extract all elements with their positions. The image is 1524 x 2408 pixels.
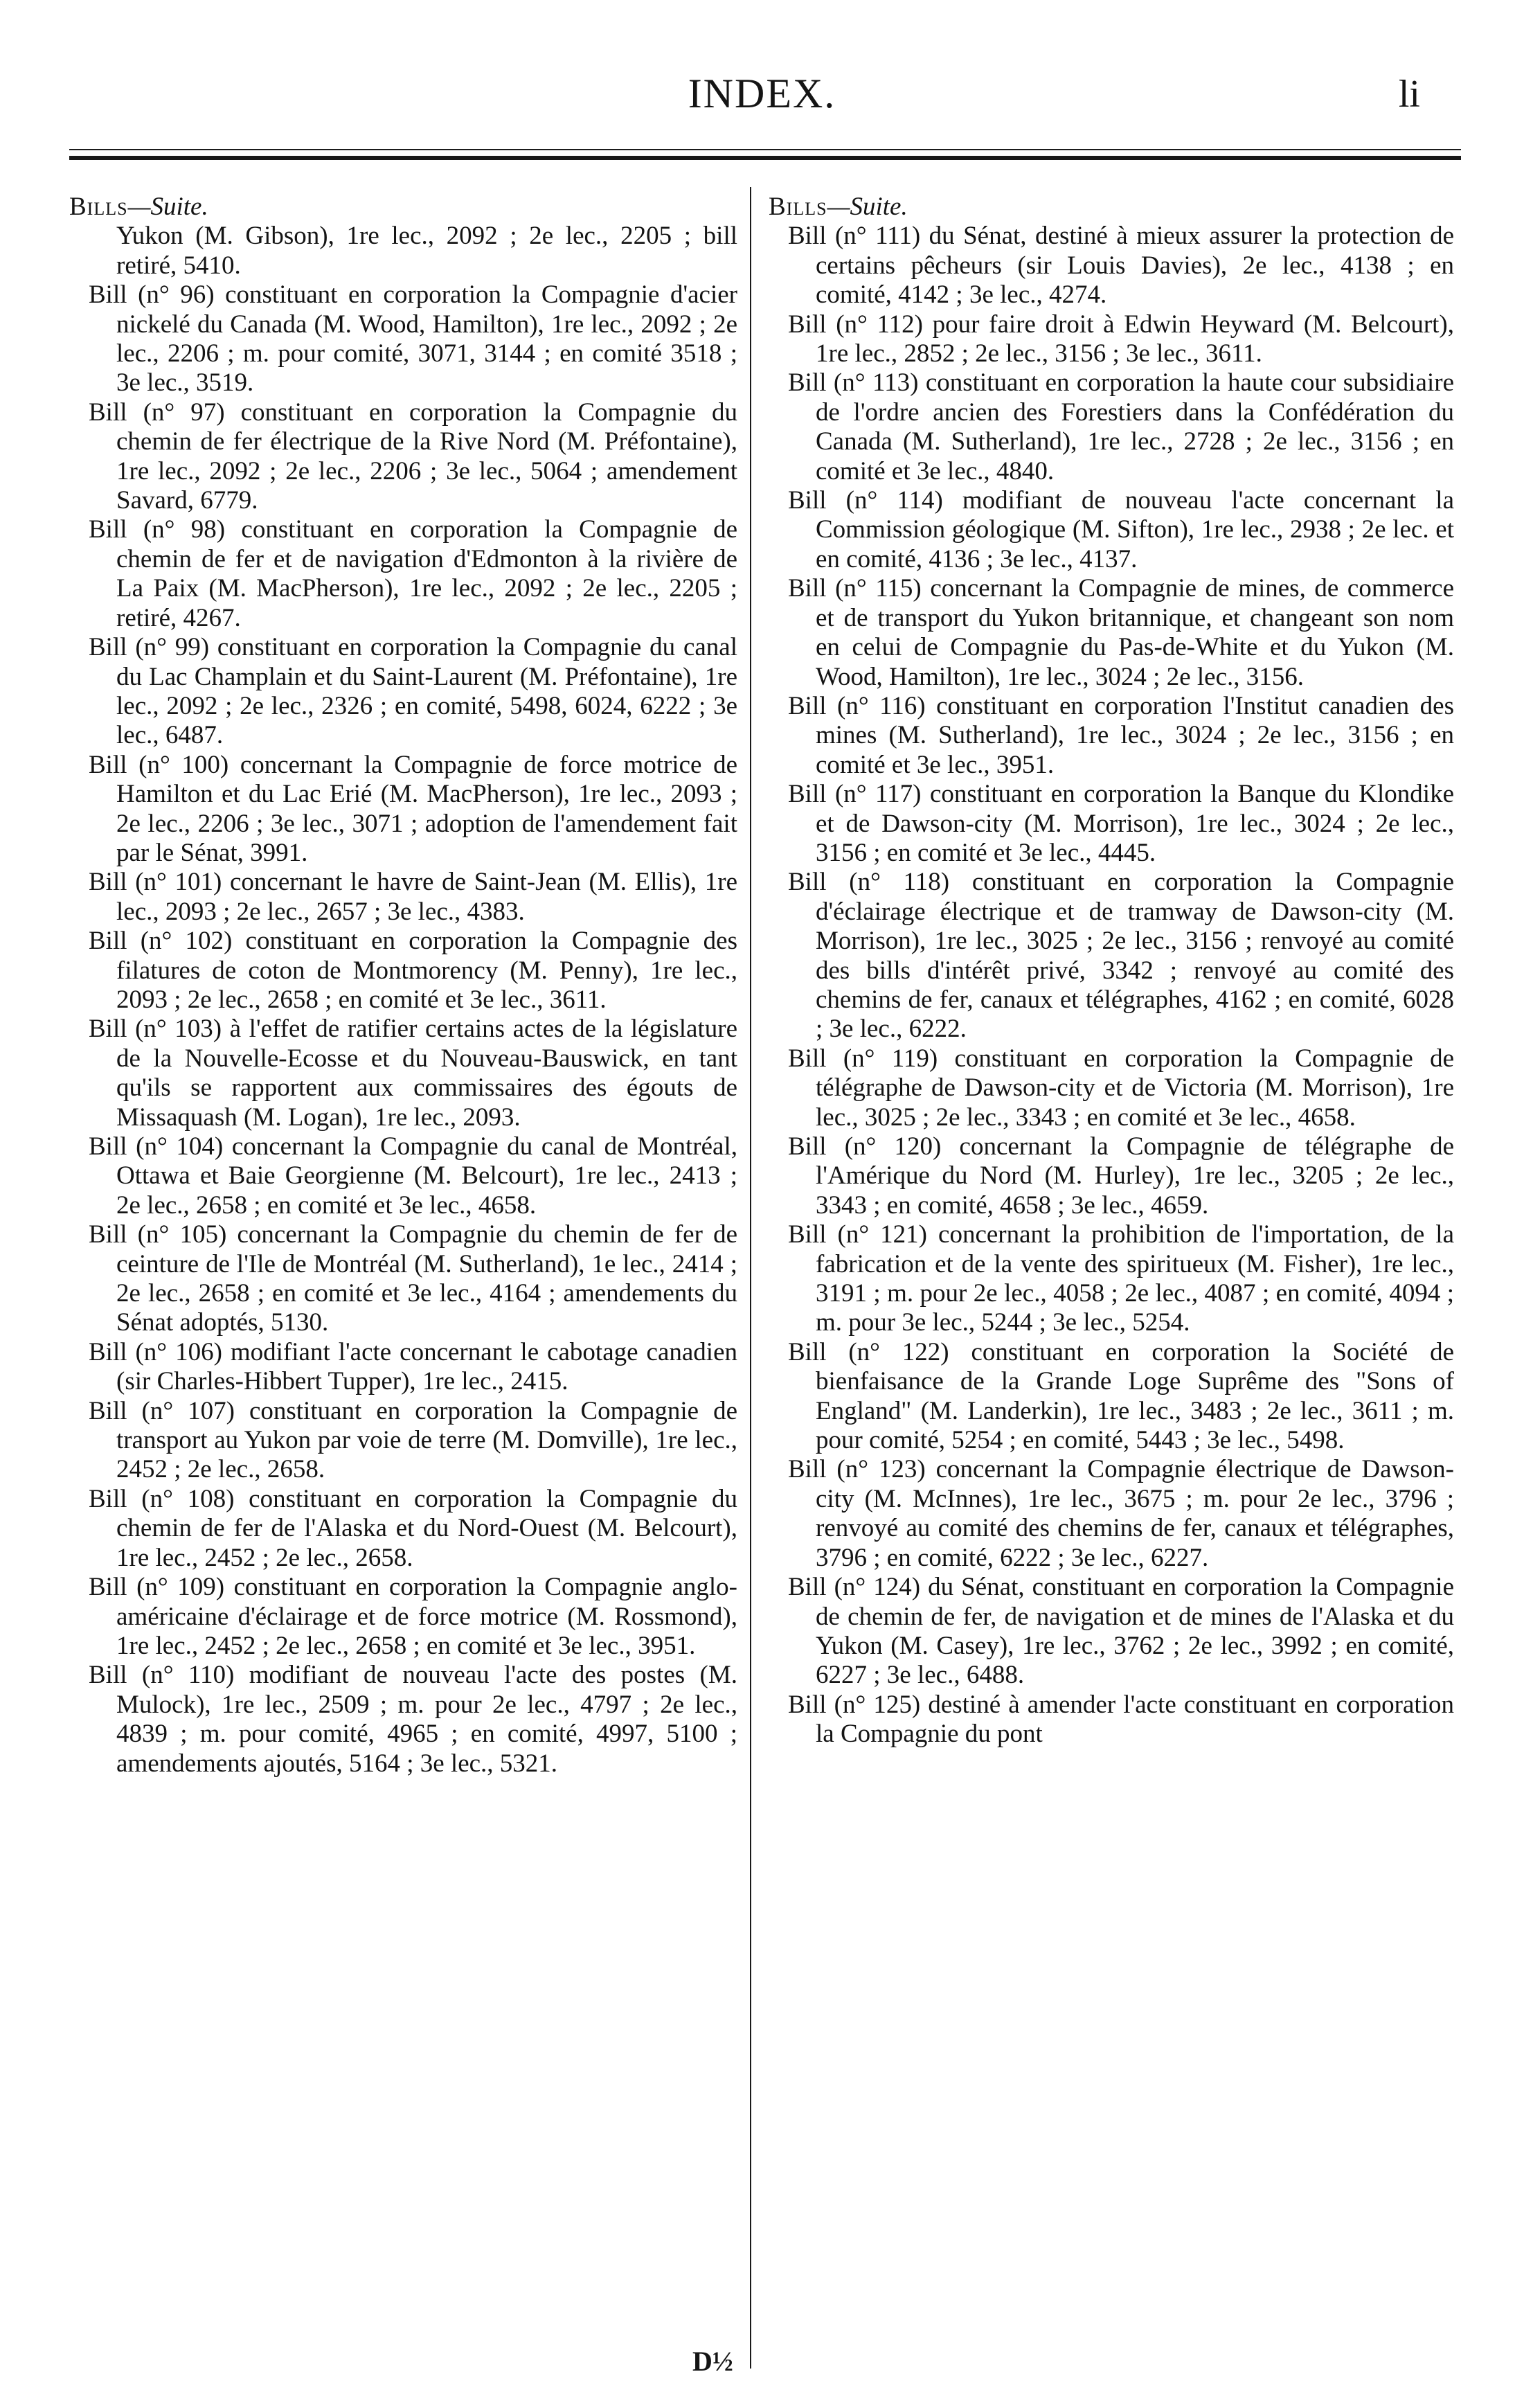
section-heading-suite: —Suite. xyxy=(127,193,208,221)
index-entry: Bill (n° 96) constituant en corporation la Compagnie d'acier nickelé du Canada (M. Wood, Hamilton), 1re lec., 2092 ; 2e lec., 2206 ; m. pour comité, 3071, 3144 ; en comité 3518 ; 3e lec., 3519. xyxy=(89,280,737,398)
index-entry: Bill (n° 106) modifiant l'acte concernant le cabotage canadien (sir Charles-Hibbert Tupper), 1re lec., 2415. xyxy=(89,1337,737,1396)
header-rule-thin xyxy=(69,149,1461,150)
index-entry: Bill (n° 115) concernant la Compagnie de mines, de commerce et de transport du Yukon britannique, et changeant son nom en celui de Compagnie du Pas-de-White et du Yukon (M. Wood, Hamilton), 1re lec., 3024 ; 2e lec., 3156. xyxy=(788,574,1454,691)
index-entry: Bill (n° 111) du Sénat, destiné à mieux assurer la protection de certains pêcheurs (sir Louis Davies), 2e lec., 4138 ; en comité, 4142 ; 3e lec., 4274. xyxy=(788,222,1454,310)
printer-signature-mark: D½ xyxy=(692,2346,733,2377)
left-column xyxy=(69,193,737,1778)
index-entry: Bill (n° 104) concernant la Compagnie du canal de Montréal, Ottawa et Baie Georgienne (M. Belcourt), 1re lec., 2413 ; 2e lec., 2658 ; en comité et 3e lec., 4658. xyxy=(89,1132,737,1220)
index-entry: Bill (n° 109) constituant en corporation la Compagnie anglo-américaine d'éclairage et de force motrice (M. Rossmond), 1re lec., 2452 ; 2e lec., 2658 ; en comité et 3e lec., 3951. xyxy=(89,1573,737,1660)
index-entry: Bill (n° 112) pour faire droit à Edwin Heyward (M. Belcourt), 1re lec., 2852 ; 2e lec., 3156 ; 3e lec., 3611. xyxy=(788,310,1454,368)
section-heading-suite: —Suite. xyxy=(827,193,908,221)
right-column xyxy=(769,193,1454,1749)
index-entry: Bill (n° 99) constituant en corporation la Compagnie du canal du Lac Champlain et du Saint-Laurent (M. Préfontaine), 1re lec., 2092 ; 2e lec., 2326 ; en comité, 5498, 6024, 6222 ; 3e lec., 6487. xyxy=(89,633,737,750)
index-entry: Bill (n° 98) constituant en corporation la Compagnie de chemin de fer et de navigation d'Edmonton à la rivière de La Paix (M. MacPherson), 1re lec., 2092 ; 2e lec., 2205 ; retiré, 4267. xyxy=(89,515,737,632)
index-entry: Bill (n° 114) modifiant de nouveau l'acte concernant la Commission géologique (M. Sifton), 1re lec., 2938 ; 2e lec. et en comité, 4136 ; 3e lec., 4137. xyxy=(788,486,1454,573)
index-entry: Bill (n° 105) concernant la Compagnie du chemin de fer de ceinture de l'Ile de Montréal (M. Sutherland), 1e lec., 2414 ; 2e lec., 2658 ; en comité et 3e lec., 4164 ; amendements du Sénat adoptés, 5130. xyxy=(89,1220,737,1337)
index-entry: Bill (n° 107) constituant en corporation la Compagnie de transport au Yukon par voie de terre (M. Domville), 1re lec., 2452 ; 2e lec., 2658. xyxy=(89,1396,737,1484)
index-entry: Bill (n° 118) constituant en corporation la Compagnie d'éclairage électrique et de tramway de Dawson-city (M. Morrison), 1re lec., 3025 ; 2e lec., 3156 ; renvoyé au comité des bills d'intérêt privé, 3342 ; renvoyé au comité des chemins de fer, canaux et télégraphes, 4162 ; en comité, 6028 ; 3e lec., 6222. xyxy=(788,868,1454,1044)
index-entry: Bill (n° 108) constituant en corporation la Compagnie du chemin de fer de l'Alaska et du Nord-Ouest (M. Belcourt), 1re lec., 2452 ; 2e lec., 2658. xyxy=(89,1484,737,1572)
index-entry: Bill (n° 123) concernant la Compagnie électrique de Dawson-city (M. McInnes), 1re lec., 3675 ; m. pour 2e lec., 3796 ; renvoyé au comité des chemins de fer, canaux et télégraphes, 3796 ; en comité, 6222 ; 3e lec., 6227. xyxy=(788,1455,1454,1572)
column-divider xyxy=(750,187,751,2369)
index-entry: Bill (n° 125) destiné à amender l'acte constituant en corporation la Compagnie du pont xyxy=(788,1690,1454,1749)
index-entry: Bill (n° 119) constituant en corporation la Compagnie de télégraphe de Dawson-city et de Victoria (M. Morrison), 1re lec., 3025 ; 2e lec., 3343 ; en comité et 3e lec., 4658. xyxy=(788,1044,1454,1132)
index-entry: Bill (n° 102) constituant en corporation la Compagnie des filatures de coton de Montmorency (M. Penny), 1re lec., 2093 ; 2e lec., 2658 ; en comité et 3e lec., 3611. xyxy=(89,927,737,1014)
index-entry: Bill (n° 116) constituant en corporation l'Institut canadien des mines (M. Sutherland), 1re lec., 3024 ; 2e lec., 3156 ; en comité et 3e lec., 3951. xyxy=(788,691,1454,779)
index-entry: Bill (n° 121) concernant la prohibition de l'importation, de la fabrication et de la vente des spiritueux (M. Fisher), 1re lec., 3191 ; m. pour 2e lec., 4058 ; 2e lec., 4087 ; en comité, 4094 ; m. pour 3e lec., 5244 ; 3e lec., 5254. xyxy=(788,1220,1454,1337)
header-rule-thick xyxy=(69,156,1461,160)
section-heading xyxy=(769,193,1454,222)
page-number: li xyxy=(1398,73,1420,116)
index-entry: Bill (n° 100) concernant la Compagnie de force motrice de Hamilton et du Lac Erié (M. MacPherson), 1re lec., 2093 ; 2e lec., 2206 ; 3e lec., 3071 ; adoption de l'amendement fait par le Sénat, 3991. xyxy=(89,750,737,867)
index-entry: Bill (n° 124) du Sénat, constituant en corporation la Compagnie de chemin de fer, de navigation et de mines de l'Alaska et du Yukon (M. Casey), 1re lec., 3762 ; 2e lec., 3992 ; en comité, 6227 ; 3e lec., 6488. xyxy=(788,1573,1454,1690)
index-entry: Bill (n° 122) constituant en corporation la Société de bienfaisance de la Grande Loge Suprême des "Sons of England" (M. Landerkin), 1re lec., 3483 ; 2e lec., 3611 ; m. pour comité, 5254 ; en comité, 5443 ; 3e lec., 5498. xyxy=(788,1337,1454,1455)
section-heading xyxy=(69,193,737,222)
index-entry: Bill (n° 110) modifiant de nouveau l'acte des postes (M. Mulock), 1re lec., 2509 ; m. pour 2e lec., 4797 ; 2e lec., 4839 ; m. pour comité, 4965 ; en comité, 4997, 5100 ; amendements ajoutés, 5164 ; 3e lec., 5321. xyxy=(89,1661,737,1778)
index-entry: Bill (n° 101) concernant le havre de Saint-Jean (M. Ellis), 1re lec., 2093 ; 2e lec., 2657 ; 3e lec., 4383. xyxy=(89,868,737,926)
index-entry: Bill (n° 97) constituant en corporation la Compagnie du chemin de fer électrique de la Rive Nord (M. Préfontaine), 1re lec., 2092 ; 2e lec., 2206 ; 3e lec., 5064 ; amendement Savard, 6779. xyxy=(89,398,737,515)
section-heading-label: Bills xyxy=(769,193,827,221)
index-entry: Bill (n° 103) à l'effet de ratifier certains actes de la législature de la Nouvelle-Ecosse et du Nouveau-Bauswick, en tant qu'ils se rapportent aux commissaires des égouts de Missaquash (M. Logan), 1re lec., 2093. xyxy=(89,1015,737,1132)
index-entry: Bill (n° 117) constituant en corporation la Banque du Klondike et de Dawson-city (M. Morrison), 1re lec., 3024 ; 2e lec., 3156 ; en comité et 3e lec., 4445. xyxy=(788,780,1454,867)
page-title: INDEX. xyxy=(688,71,836,116)
section-heading-label: Bills xyxy=(69,193,128,221)
index-entry: Bill (n° 120) concernant la Compagnie de télégraphe de l'Amérique du Nord (M. Hurley), 1re lec., 3205 ; 2e lec., 3343 ; en comité, 4658 ; 3e lec., 4659. xyxy=(788,1132,1454,1220)
index-entry: Bill (n° 113) constituant en corporation la haute cour subsidiaire de l'ordre ancien des Forestiers dans la Confédération du Canada (M. Sutherland), 1re lec., 2728 ; 2e lec., 3156 ; en comité et 3e lec., 4840. xyxy=(788,368,1454,485)
index-entry: Yukon (M. Gibson), 1re lec., 2092 ; 2e lec., 2205 ; bill retiré, 5410. xyxy=(116,222,737,280)
